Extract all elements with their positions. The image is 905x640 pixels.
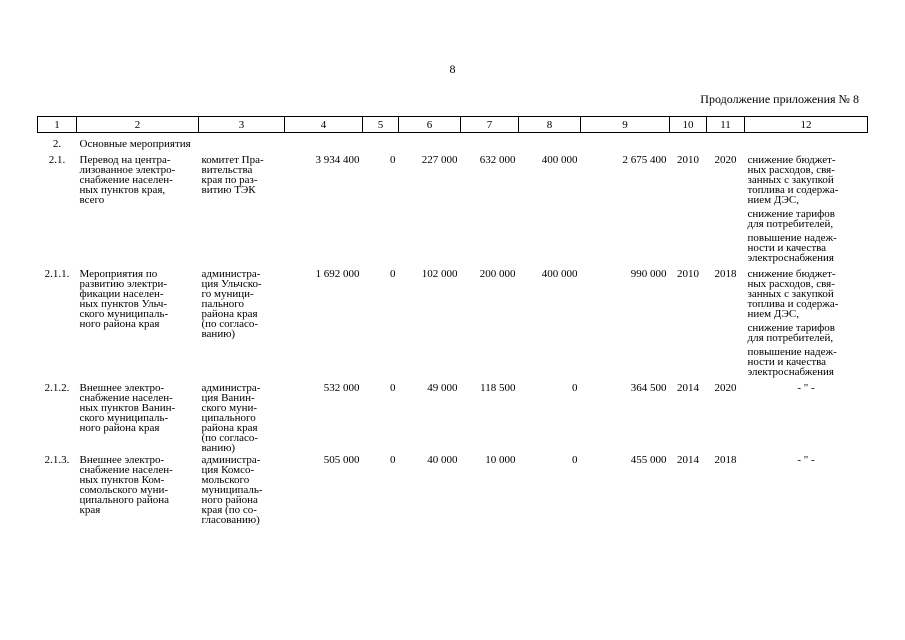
expected-results	[745, 153, 868, 267]
start-year: 2014	[677, 382, 699, 394]
result-item: - " -	[797, 454, 815, 466]
section-title: Основные мероприятия	[79, 138, 191, 150]
start-year: 2010	[677, 268, 699, 280]
result-item: повышение надеж- ности и качества электроснабжения	[747, 346, 837, 378]
start-year: 2014	[677, 454, 699, 466]
start-year: 2010	[677, 154, 699, 166]
col-header-10: 10	[670, 117, 707, 133]
table-row	[38, 153, 868, 267]
row-number: 2.1.	[48, 154, 66, 166]
amount-col5: 0	[390, 154, 396, 166]
amount-col5: 0	[390, 268, 396, 280]
end-year: 2018	[714, 454, 737, 466]
col-header-11: 11	[707, 117, 745, 133]
amount-col7: 118 500	[480, 382, 516, 394]
col-header-6: 6	[399, 117, 461, 133]
total-amount: 3 934 400	[315, 154, 360, 166]
table-row	[38, 267, 868, 381]
section-row	[38, 133, 868, 154]
amount-col6: 102 000	[421, 268, 458, 280]
end-year: 2020	[714, 382, 737, 394]
result-item: снижение тарифов для потребителей,	[747, 208, 835, 230]
amount-col9: 364 500	[630, 382, 667, 394]
amount-col5: 0	[390, 382, 396, 394]
col-header-7: 7	[461, 117, 519, 133]
amount-col7: 632 000	[479, 154, 516, 166]
amount-col8: 400 000	[541, 154, 578, 166]
page-number: 8	[449, 62, 456, 76]
amount-col6: 49 000	[427, 382, 458, 394]
header-row	[38, 117, 868, 133]
row-number: 2.1.1.	[44, 268, 70, 280]
amount-col8: 400 000	[541, 268, 578, 280]
col-header-9: 9	[581, 117, 670, 133]
col-header-1: 1	[38, 117, 77, 133]
col-header-3: 3	[199, 117, 285, 133]
amount-col5: 0	[390, 454, 396, 466]
executor: администра- ция Комсо- мольского муниципаль- ного района края (по со- гласованию)	[201, 454, 263, 526]
result-item: - " -	[797, 382, 815, 394]
total-amount: 1 692 000	[315, 268, 360, 280]
result-item: снижение бюджет- ных расходов, свя- занных с закупкой топлива и содержа- нием ДЭС,	[747, 154, 839, 206]
result-item: повышение надеж- ности и качества электроснабжения	[747, 232, 837, 264]
amount-col9: 2 675 400	[622, 154, 667, 166]
amount-col7: 200 000	[479, 268, 516, 280]
amount-col8: 0	[572, 454, 578, 466]
measure-name: Внешнее электро- снабжение населен- ных пунктов Ванин- ского муниципаль- ного района края	[79, 382, 176, 434]
amount-col9: 455 000	[630, 454, 667, 466]
measure-name: Перевод на центра- лизованное электро- снабжение населен- ных пунктов края, всего	[79, 154, 176, 206]
amount-col6: 40 000	[427, 454, 458, 466]
amount-col9: 990 000	[630, 268, 667, 280]
expected-results	[745, 453, 868, 525]
table-row	[38, 453, 868, 525]
measure-name: Мероприятия по развитию электри- фикации населен- ных пунктов Ульч- ского муниципаль- ного района края	[79, 268, 169, 330]
col-header-12: 12	[745, 117, 868, 133]
col-header-8: 8	[519, 117, 581, 133]
amount-col8: 0	[572, 382, 578, 394]
executor: комитет Пра- вительства края по раз- витию ТЭК	[201, 154, 264, 196]
expected-results	[745, 267, 868, 381]
result-item: снижение тарифов для потребителей,	[747, 322, 835, 344]
row-number: 2.1.2.	[44, 382, 70, 394]
row-number: 2.1.3.	[44, 454, 70, 466]
measure-name: Внешнее электро- снабжение населен- ных пунктов Ком- сомольского муни- ципального района края	[79, 454, 173, 516]
amount-col6: 227 000	[421, 154, 458, 166]
executor: администра- ция Ванин- ского муни- ципального района края (по согласо- ванию)	[201, 382, 261, 454]
end-year: 2018	[714, 268, 737, 280]
end-year: 2020	[714, 154, 737, 166]
col-header-2: 2	[77, 117, 199, 133]
total-amount: 505 000	[323, 454, 360, 466]
measures-table	[37, 116, 868, 525]
col-header-4: 4	[285, 117, 363, 133]
amount-col7: 10 000	[485, 454, 516, 466]
executor: администра- ция Ульчско- го муници- пального района края (по согласо- ванию)	[201, 268, 262, 340]
appendix-continuation: Продолжение приложения № 8	[700, 92, 859, 106]
expected-results	[745, 381, 868, 453]
col-header-5: 5	[363, 117, 399, 133]
table-row	[38, 381, 868, 453]
section-number: 2.	[52, 138, 62, 150]
total-amount: 532 000	[323, 382, 360, 394]
result-item: снижение бюджет- ных расходов, свя- занных с закупкой топлива и содержа- нием ДЭС,	[747, 268, 839, 320]
